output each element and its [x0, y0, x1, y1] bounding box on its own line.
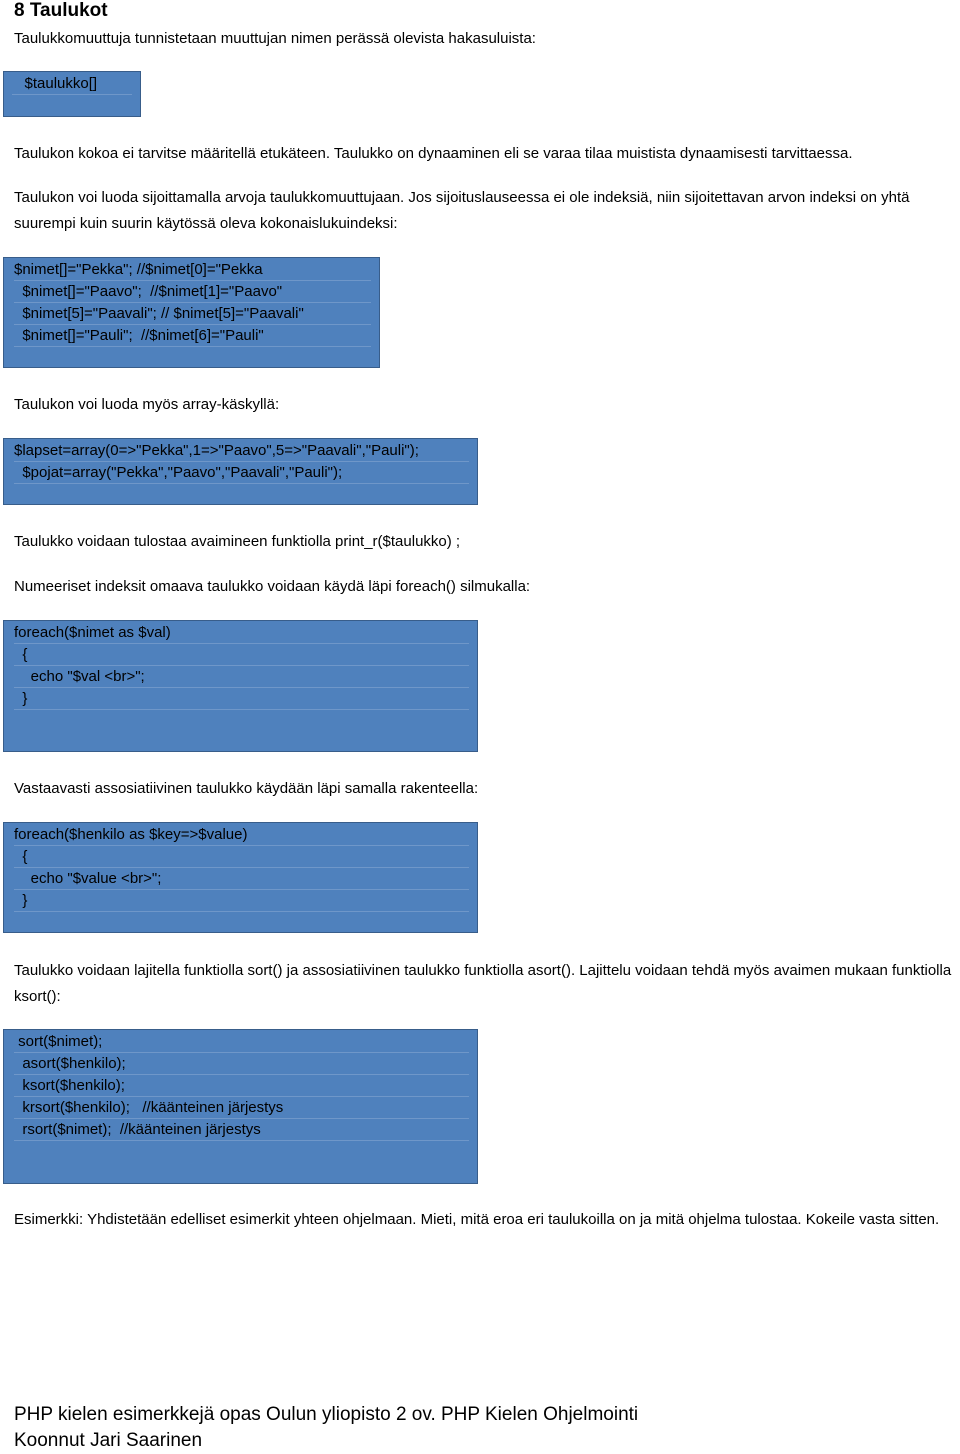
code-block-foreach-associative: [3, 822, 478, 933]
code-line: $taulukko[]: [12, 73, 132, 95]
paragraph-associative: Vastaavasti assosiatiivinen taulukko käydään läpi samalla rakenteella:: [14, 780, 479, 797]
paragraph-sort: Taulukko voidaan lajitella funktiolla sort() ja assosiatiivinen taulukko funktiolla asort(). Lajittelu voidaan tehdä myös avaimen mukaan funktiolla ksort():: [14, 962, 952, 1005]
code-line: echo "$value <br>";: [14, 868, 469, 890]
footer-line-2: Koonnut Jari Saarinen: [14, 1430, 203, 1451]
paragraph-example: Esimerkki: Yhdistetään edelliset esimerkit yhteen ohjelmaan. Mieti, mitä eroa eri taulukoilla on ja mitä ohjelma tulostaa. Kokeile vasta sitten.: [14, 1211, 940, 1228]
code-line: foreach($henkilo as $key=>$value): [14, 824, 469, 846]
code-line: $pojat=array("Pekka","Paavo","Paavali","Pauli");: [14, 462, 469, 484]
code-line: asort($henkilo);: [14, 1053, 469, 1075]
code-line: $lapset=array(0=>"Pekka",1=>"Paavo",5=>"Paavali","Pauli");: [14, 440, 469, 462]
code-line: rsort($nimet); //käänteinen järjestys: [14, 1119, 469, 1141]
code-block-foreach: [3, 620, 478, 752]
code-line: echo "$val <br>";: [14, 666, 469, 688]
code-line: $nimet[]="Paavo"; //$nimet[1]="Paavo": [14, 281, 371, 303]
paragraph-foreach: Numeeriset indeksit omaava taulukko voidaan käydä läpi foreach() silmukalla:: [14, 578, 531, 595]
paragraph-dynamic: Taulukon kokoa ei tarvitse määritellä etukäteen. Taulukko on dynaaminen eli se varaa tilaa muistista dynaamisesti tarvittaessa.: [14, 145, 853, 162]
code-block-assignment: [3, 257, 380, 368]
code-line: krsort($henkilo); //käänteinen järjestys: [14, 1097, 469, 1119]
paragraph-print-r: Taulukko voidaan tulostaa avaimineen funktiolla print_r($taulukko) ;: [14, 533, 461, 550]
code-block-array-syntax: [3, 71, 141, 117]
paragraph-assignment: Taulukon voi luoda sijoittamalla arvoja taulukkomuuttujaan. Jos sijoituslauseessa ei ole indeksiä, niin sijoitettavan arvon indeksi on yhtä suurempi kuin suurin käytössä oleva kokonaislukuindeksi:: [14, 189, 910, 232]
code-line: {: [14, 846, 469, 868]
footer-line-1: PHP kielen esimerkkejä opas Oulun yliopisto 2 ov. PHP Kielen Ohjelmointi: [14, 1404, 639, 1425]
code-line: sort($nimet);: [14, 1031, 469, 1053]
code-line: $nimet[]="Pekka"; //$nimet[0]="Pekka: [14, 259, 371, 281]
code-line: }: [14, 688, 469, 710]
code-line: }: [14, 890, 469, 912]
code-line: foreach($nimet as $val): [14, 622, 469, 644]
code-line: $nimet[5]="Paavali"; // $nimet[5]="Paavali": [14, 303, 371, 325]
code-line: ksort($henkilo);: [14, 1075, 469, 1097]
code-line: {: [14, 644, 469, 666]
code-block-sort: [3, 1029, 478, 1184]
paragraph-array-command: Taulukon voi luoda myös array-käskyllä:: [14, 396, 280, 413]
code-block-array-command: [3, 438, 478, 505]
page-title: 8 Taulukot: [14, 0, 108, 21]
code-line: $nimet[]="Pauli"; //$nimet[6]="Pauli": [14, 325, 371, 347]
paragraph-intro: Taulukkomuuttuja tunnistetaan muuttujan nimen perässä olevista hakasuluista:: [14, 30, 536, 47]
